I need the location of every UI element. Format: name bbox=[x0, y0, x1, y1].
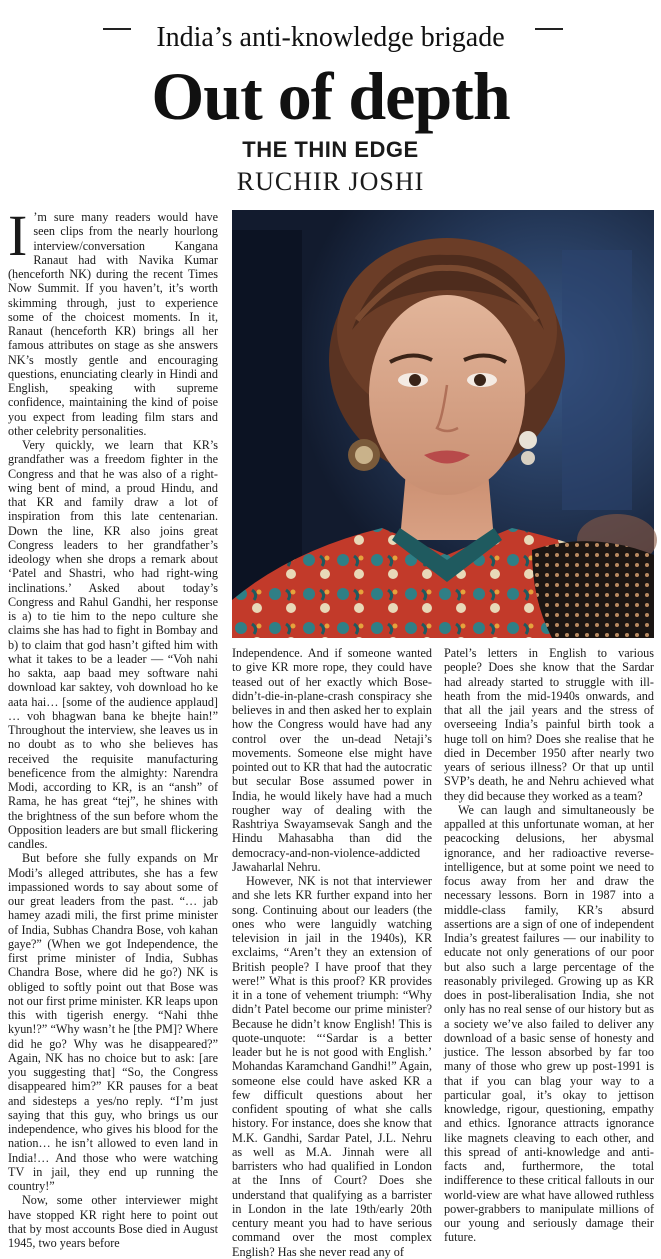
kicker: India’s anti-knowledge brigade bbox=[156, 22, 505, 53]
paragraph: Very quickly, we learn that KR’s grandfather was a freedom fighter in the Congress and that he was also of a right-wing bent of mind, a proud Hindu, and that KR and family draw a lot of inspiration from this late centenarian. Down the line, KR also joins great Congress leaders to her grandfather’s ideology when she drops a remark about ‘Patel and Shastri, who had right-wing inclinations.’ Asked about today’s Congress and Rahul Gandhi, her response is a) to tie him to the nepo culture she claims she has had to fight in Bombay and b) to claim that god hasn’t gifted him with what it takes to be a leader — “Voh nahi ho sakta, aap baad mey software nahi download kar saktey, voh download ho ke aata hai… [some of the audience applaud] … voh bhagwan bana ke bhejte hain!” Throughout the interview, she leaves us in no doubt as to who she believes has received the requisite manufacturing beneficence from the almighty: Narendra Modi, according to KR, is an “ansh” of Rama, he has great “tej”, he shines with the brightness of the sun before whom the Opposition leaders are but small flickering candles. bbox=[8, 438, 218, 851]
portrait-illustration bbox=[232, 210, 654, 638]
kicker-rule-right bbox=[535, 28, 563, 30]
drop-cap: I bbox=[8, 203, 28, 268]
paragraph: We can laugh and simultaneously be appalled at this unfortunate woman, at her peacocking delusions, her abysmal ignorance, and her radioactive reverse-intelligence, but at some point we need to focus away from her and draw the necessary lessons. Born in 1987 into a middle-class family, KR’s absurd assertions are a sign of one of independent India’s greatest failures — our inability to educate not only generations of our poor but also such a large percentage of the reasonably privileged. Growing up as KR does in post-liberalisation India, she not only has no real sense of our history but as a society we’ve also failed to deliver any download of a basic sense of honesty and justice. The lesson absorbed by far too many of those who grew up post-1991 is that if you can blag your way to a particular goal, it’s okay to jettison knowledge, rigour, questioning, empathy and ethics. Ignorance attracts ignorance like magnets cleaving to each other, and this spread of anti-knowledge and anti-facts and, furthermore, the total indifference to these critical fallouts in our world-view are what have allowed ruthless power-grabbers to manipulate millions of our young and seriously damage their future. bbox=[444, 802, 654, 1245]
author-byline: RUCHIR JOSHI bbox=[236, 167, 425, 196]
paragraph: Independence. And if someone wanted to give KR more rope, they could have teased out of her exactly which Bose-didn’t-die-in-plane-crash conspiracy she believes in and then asked her to explain how the Congress would have had any control over the un-dead Netaji’s movements. Someone else might have pointed out to KR that had the autocratic but secular Bose assumed power in India, he would likely have had a much rougher way of dealing with the Rashtriya Swayamsevak Sangh and the Hindu Mahasabha than did the democracy-and-non-violence-addicted Jawaharlal Nehru. bbox=[232, 646, 432, 874]
paragraph: Now, some other interviewer might have stopped KR right here to point out that by most accounts Bose died in August 1945, two years before bbox=[8, 1193, 218, 1250]
article-column-3 bbox=[444, 646, 654, 1245]
paragraph: I ’m sure many readers would have seen clips from the nearly hourlong interview/conversation Kangana Ranaut had with Navika Kumar (henceforth NK) during the recent Times Now Summit. If you haven’t, it’s worth skimming through, just to experience some of the choicest moments. In it, Ranaut (henceforth KR) brings all her famous attributes on stage as she answers NK’s mostly gentle and encouraging questions, enunciating clearly in Hindi and English, speaking with supreme confidence, maintaining the kind of poise you expect from leading film stars and other celebrity personalities. bbox=[8, 203, 218, 438]
portrait-photo bbox=[232, 210, 654, 638]
paragraph: However, NK is not that interviewer and she lets KR further expand into her song. Continuing about our leaders (the ones who were languidly watching television in jail in the 1940s), KR exclaims, “Aren’t they an extension of British people? I have proof that they were!” What is this proof? KR provides it in a tone of vehement triumph: “Why didn’t Patel become our prime minister? Because he didn’t know English! This is quote-unquote: “‘Sardar is a better leader but he is not good with English.’ Mohandas Karamchand Gandhi!” Again, someone else could have asked KR a few difficult questions about her confident spouting of what she calls history. For instance, does she know that M.K. Gandhi, Sardar Patel, J.L. Nehru as well as M.A. Jinnah were all barristers who had qualified in London at the Inns of Court? Does she understand that qualifying as a barrister in London in the late 19th/early 20th century meant you had to have serious command over the most complex English? Has she never read any of bbox=[232, 874, 432, 1259]
paragraph: Patel’s letters in English to various people? Does she know that the Sardar had already started to struggle with ill-heath from the mid-1940s onwards, and that all the jail years and the stress of overseeing India’s painful birth took a huge toll on him? Does she realise that he died in December 1950 after nearly two years of serious illness? Or that up until SVP’s death, he and Nehru achieved what they did because they worked as a team? bbox=[444, 646, 654, 803]
article-column-1 bbox=[8, 203, 218, 1250]
article-column-2 bbox=[232, 646, 432, 1259]
headline: Out of depth bbox=[151, 58, 510, 134]
paragraph: But before she fully expands on Mr Modi’s alleged attributes, she has a few impassioned words to say about some of our great leaders from the past. “… jab hamey azadi mili, the first prime minister of India, Subhas Chandra Bose, voh kahan gaye?” (When we got Independence, the first prime minister of India, Subhas Chandra Bose, where did he go?) NK is obliged to softly point out that Bose was not our first prime minister. KR leaps upon this with tigerish energy. “Nahi thhe kyun!?” “Why wasn’t he [the PM]? Where did he go? Why was he disappeared?” Again, NK has no choice but to ask: [are you suggesting that] “So, the Congress disappeared him?” KR pauses for a beat and sidesteps a yes/no reply. “I’m just saying that this guy, who brings us our independence, who gives his blood for the nation… he isn’t allowed to even land in India!… And those who were watching TV in jail, they end up running the country!” bbox=[8, 851, 218, 1193]
column-name: THE THIN EDGE bbox=[242, 137, 419, 162]
